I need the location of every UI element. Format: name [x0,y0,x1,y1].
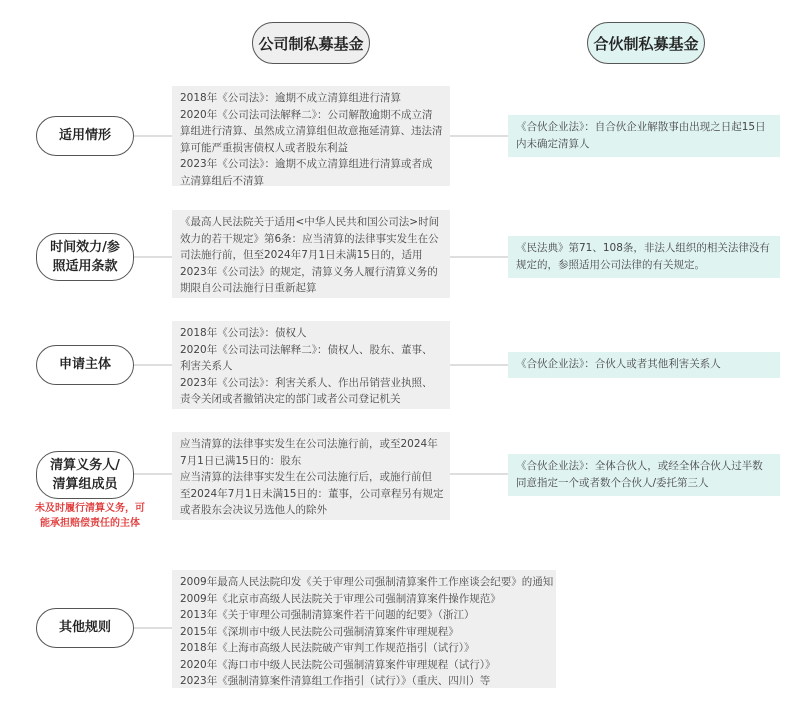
text-line: 算可能严重损害债权人或者股东利益 [180,141,348,154]
row-label-liquidation-obligor [36,451,134,499]
company-box-applicable-situations [172,86,450,186]
text-line: 2009年《北京市高级人民法院关于审理公司强制清算案件操作规范》 [180,592,501,605]
text-line: 2009年最高人民法院印发《关于审理公司强制清算案件工作座谈会纪要》的通知 [180,576,554,588]
text-line: 效力的若干规定》第6条：应当清算的法律事实发生在公 [180,232,439,245]
partnership-box-liquidation-obligor [508,454,780,496]
text-line: 《最高人民法院关于适用<中华人民共和国公司法>时间 [180,216,440,228]
text-line: 司法施行前，但至2024年7月1日未满15日的，适用 [180,249,423,261]
partnership-box-applicable-situations [508,115,780,157]
text-line: 规定的，参照适用公司法律的有关规定。 [516,258,705,271]
row-label-applicable-situations: 适用情形 [36,116,134,156]
row-label-applicant: 申请主体 [36,345,134,385]
row-label-time-effect [36,233,134,281]
text-line: 2020年《公司法司法解释二》：债权人、股东、董事、 [180,343,433,356]
text-line: 2013年《关于审理公司强制清算案件若干问题的纪要》（浙江） [180,609,475,621]
company-box-liquidation-obligor [172,432,450,520]
company-box-applicant [172,321,450,409]
text-line: 2023年《公司法》的规定，清算义务人履行清算义务的 [180,265,438,278]
text-line: 利害关系人 [180,360,233,372]
text-line: 2015年《深圳市中级人民法院公司强制清算案件审理规程》 [180,625,459,638]
text-line: 应当清算的法律事实发生在公司法施行后，或施行前但 [180,471,432,483]
company-box-other-rules [172,570,556,688]
text-line: 2023年《公司法》：逾期不成立清算组进行清算或者成 [180,158,433,170]
text-line: 7月1日已满15日的：股东 [180,454,302,467]
text-line: 2018年《公司法》：债权人 [180,327,307,339]
label-line: 照适用条款 [52,259,118,274]
text-line: 《合伙企业法》：自合伙企业解散事由出现之日起15日 [516,121,766,133]
header-company-fund: 公司制私募基金 [252,22,370,64]
text-line: 2020年《海口市中级人民法院公司强制清算案件审理规程（试行）》 [180,658,496,671]
text-line: 2020年《公司法司法解释二》：公司解散逾期不成立清 [180,108,433,121]
text-line: 内未确定清算人 [516,137,590,150]
text-line: 或者股东会决议另选他人的除外 [180,504,327,516]
text-line: 2018年《上海市高级人民法院破产审判工作规范指引（试行）》 [180,642,475,654]
text-line: 2023年《强制清算案件清算组工作指引（试行）》（重庆、四川）等 [180,675,491,687]
text-line: 《民法典》第71、108条，非法人组织的相关法律没有 [516,242,770,254]
text-line: 至2024年7月1日未满15日的：董事，公司章程另有规定 [180,487,444,500]
warning-line: 能承担赔偿责任的主体 [40,518,140,529]
text-line: 立清算组后不清算 [180,174,264,187]
header-partnership-fund: 合伙制私募基金 [587,22,705,64]
text-line: 2023年《公司法》：利害关系人、作出吊销营业执照、 [180,376,433,389]
text-line: 算组进行清算、虽然成立清算组但故意拖延清算、违法清 [180,125,443,137]
partnership-box-time-effect [508,236,780,278]
label-line: 清算义务人/ [50,457,120,473]
partnership-box-applicant [508,352,780,378]
text-line: 《合伙企业法》：合伙人或者其他利害关系人 [516,358,721,370]
text-line: 应当清算的法律事实发生在公司法施行前，或至2024年 [180,438,438,450]
warning-line: 未及时履行清算义务，可 [35,503,145,514]
label-line: 时间效力/参 [50,239,120,255]
label-line: 清算组成员 [52,477,118,492]
text-line: 期限自公司法施行日重新起算 [180,282,317,294]
text-line: 2018年《公司法》：逾期不成立清算组进行清算 [180,92,401,104]
company-box-time-effect [172,210,450,298]
text-line: 同意指定一个或者数个合伙人/委托第三人 [516,476,709,489]
text-line: 责令关闭或者撤销决定的部门或者公司登记机关 [180,393,401,405]
liability-warning-note [28,501,152,531]
text-line: 《合伙企业法》：全体合伙人，或经全体合伙人过半数 [516,460,763,472]
row-label-other-rules: 其他规则 [36,608,134,648]
